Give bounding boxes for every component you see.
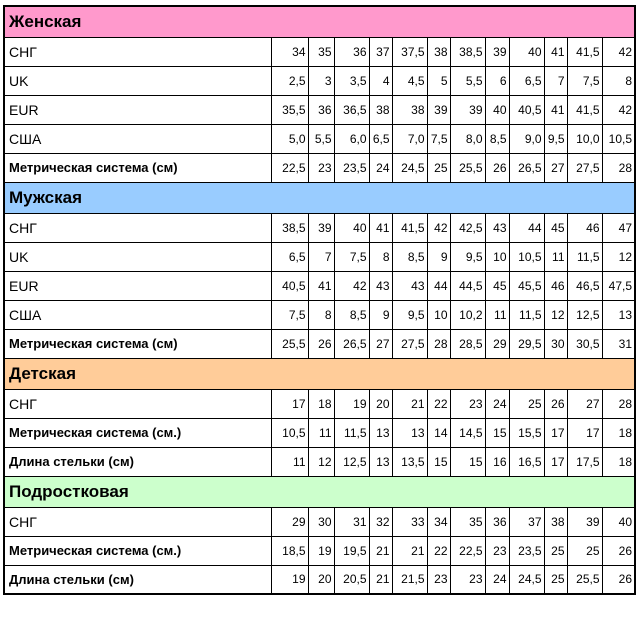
- size-cell: 9: [427, 242, 450, 271]
- size-cell: 4: [369, 66, 392, 95]
- row-label: Длина стельки (см): [4, 447, 271, 476]
- size-cell: 11: [308, 418, 334, 447]
- row-label: Метрическая система (см): [4, 329, 271, 358]
- size-cell: 31: [334, 507, 369, 536]
- table-row: [4, 565, 635, 594]
- size-cell: 29: [485, 329, 509, 358]
- row-label: СНГ: [4, 389, 271, 418]
- size-cell: 40: [509, 37, 544, 66]
- size-cell: 38,5: [271, 213, 308, 242]
- size-cell: 41,5: [567, 95, 602, 124]
- size-cell: 16,5: [509, 447, 544, 476]
- size-cell: 19,5: [334, 536, 369, 565]
- size-cell: 16: [485, 447, 509, 476]
- size-cell: 36: [485, 507, 509, 536]
- size-cell: 38: [392, 95, 427, 124]
- size-cell: 6: [485, 66, 509, 95]
- table-row: [4, 300, 635, 329]
- table-row: [4, 447, 635, 476]
- size-cell: 45,5: [509, 271, 544, 300]
- size-cell: 11: [485, 300, 509, 329]
- size-cell: 12: [308, 447, 334, 476]
- size-cell: 20: [369, 389, 392, 418]
- size-cell: 17: [544, 418, 567, 447]
- size-cell: 46: [544, 271, 567, 300]
- size-cell: 6,5: [509, 66, 544, 95]
- size-cell: 25: [427, 153, 450, 182]
- size-cell: 41: [544, 37, 567, 66]
- size-cell: 6,5: [271, 242, 308, 271]
- size-cell: 19: [271, 565, 308, 594]
- size-cell: 39: [485, 37, 509, 66]
- table-row: [4, 95, 635, 124]
- size-cell: 23: [427, 565, 450, 594]
- table-row: [4, 124, 635, 153]
- size-cell: 15,5: [509, 418, 544, 447]
- size-cell: 23: [308, 153, 334, 182]
- size-cell: 40: [334, 213, 369, 242]
- size-cell: 27: [544, 153, 567, 182]
- size-cell: 8,5: [392, 242, 427, 271]
- size-cell: 19: [334, 389, 369, 418]
- size-cell: 26: [485, 153, 509, 182]
- size-cell: 25: [509, 389, 544, 418]
- size-cell: 15: [485, 418, 509, 447]
- size-cell: 35: [308, 37, 334, 66]
- row-label: Длина стельки (см): [4, 565, 271, 594]
- size-cell: 22: [427, 389, 450, 418]
- size-cell: 9,5: [392, 300, 427, 329]
- table-row: [4, 329, 635, 358]
- size-cell: 39: [427, 95, 450, 124]
- row-label: Метрическая система (см): [4, 153, 271, 182]
- size-cell: 39: [308, 213, 334, 242]
- size-cell: 10,0: [567, 124, 602, 153]
- size-cell: 24: [485, 565, 509, 594]
- table-row: [4, 242, 635, 271]
- size-cell: 13: [392, 418, 427, 447]
- size-cell: 7,5: [271, 300, 308, 329]
- size-cell: 13: [369, 418, 392, 447]
- size-cell: 9: [369, 300, 392, 329]
- size-cell: 11: [544, 242, 567, 271]
- size-cell: 7: [308, 242, 334, 271]
- size-cell: 42: [427, 213, 450, 242]
- size-cell: 12,5: [567, 300, 602, 329]
- size-cell: 26: [602, 536, 635, 565]
- size-cell: 11,5: [509, 300, 544, 329]
- size-cell: 12: [544, 300, 567, 329]
- size-cell: 18: [602, 418, 635, 447]
- section-header-kids: [4, 358, 635, 389]
- size-cell: 13,5: [392, 447, 427, 476]
- size-cell: 22: [427, 536, 450, 565]
- size-cell: 11,5: [567, 242, 602, 271]
- row-label: СНГ: [4, 507, 271, 536]
- size-cell: 5,5: [308, 124, 334, 153]
- size-cell: 7: [544, 66, 567, 95]
- size-cell: 14,5: [450, 418, 485, 447]
- size-cell: 10,5: [602, 124, 635, 153]
- section-header-teen: [4, 476, 635, 507]
- size-cell: 40: [602, 507, 635, 536]
- size-cell: 7,5: [427, 124, 450, 153]
- size-cell: 40: [485, 95, 509, 124]
- size-cell: 31: [602, 329, 635, 358]
- size-cell: 26,5: [509, 153, 544, 182]
- size-cell: 8,0: [450, 124, 485, 153]
- size-cell: 7,5: [334, 242, 369, 271]
- size-cell: 21: [369, 536, 392, 565]
- size-cell: 13: [369, 447, 392, 476]
- size-cell: 47,5: [602, 271, 635, 300]
- size-cell: 22,5: [450, 536, 485, 565]
- table-row: [4, 213, 635, 242]
- size-cell: 24,5: [392, 153, 427, 182]
- size-cell: 3: [308, 66, 334, 95]
- size-cell: 21: [392, 389, 427, 418]
- size-cell: 17,5: [567, 447, 602, 476]
- size-cell: 40,5: [509, 95, 544, 124]
- size-cell: 25: [544, 536, 567, 565]
- size-cell: 37: [369, 37, 392, 66]
- row-label: США: [4, 300, 271, 329]
- size-cell: 23,5: [334, 153, 369, 182]
- size-cell: 10,5: [271, 418, 308, 447]
- size-cell: 11,5: [334, 418, 369, 447]
- size-cell: 20: [308, 565, 334, 594]
- size-cell: 28,5: [450, 329, 485, 358]
- size-cell: 38,5: [450, 37, 485, 66]
- size-cell: 11: [271, 447, 308, 476]
- size-cell: 28: [427, 329, 450, 358]
- size-cell: 38: [544, 507, 567, 536]
- size-cell: 23: [485, 536, 509, 565]
- size-cell: 23,5: [509, 536, 544, 565]
- size-cell: 17: [544, 447, 567, 476]
- size-cell: 30: [544, 329, 567, 358]
- size-cell: 12: [602, 242, 635, 271]
- size-cell: 2,5: [271, 66, 308, 95]
- row-label: США: [4, 124, 271, 153]
- size-cell: 41: [308, 271, 334, 300]
- size-cell: 25,5: [567, 565, 602, 594]
- row-label: Метрическая система (см.): [4, 418, 271, 447]
- size-cell: 28: [602, 153, 635, 182]
- size-cell: 41: [544, 95, 567, 124]
- table-row: [4, 153, 635, 182]
- size-cell: 42: [602, 37, 635, 66]
- size-cell: 10,2: [450, 300, 485, 329]
- size-cell: 8: [369, 242, 392, 271]
- row-label: Метрическая система (см.): [4, 536, 271, 565]
- section-title: Подростковая: [4, 476, 635, 507]
- size-cell: 35,5: [271, 95, 308, 124]
- size-cell: 25: [544, 565, 567, 594]
- table-row: [4, 389, 635, 418]
- size-cell: 32: [369, 507, 392, 536]
- row-label: СНГ: [4, 213, 271, 242]
- size-cell: 8,5: [485, 124, 509, 153]
- table-row: [4, 37, 635, 66]
- size-cell: 34: [271, 37, 308, 66]
- section-title: Мужская: [4, 182, 635, 213]
- size-cell: 5,5: [450, 66, 485, 95]
- size-cell: 26: [544, 389, 567, 418]
- size-cell: 8: [308, 300, 334, 329]
- size-cell: 18: [308, 389, 334, 418]
- size-cell: 30,5: [567, 329, 602, 358]
- size-cell: 47: [602, 213, 635, 242]
- size-cell: 39: [567, 507, 602, 536]
- size-cell: 26,5: [334, 329, 369, 358]
- size-cell: 29,5: [509, 329, 544, 358]
- size-cell: 46: [567, 213, 602, 242]
- size-cell: 44,5: [450, 271, 485, 300]
- size-cell: 43: [369, 271, 392, 300]
- size-cell: 18,5: [271, 536, 308, 565]
- section-title: Детская: [4, 358, 635, 389]
- size-cell: 17: [567, 418, 602, 447]
- size-cell: 22,5: [271, 153, 308, 182]
- size-cell: 19: [308, 536, 334, 565]
- size-cell: 8,5: [334, 300, 369, 329]
- size-cell: 42: [602, 95, 635, 124]
- size-cell: 10: [427, 300, 450, 329]
- size-cell: 9,5: [544, 124, 567, 153]
- row-label: UK: [4, 66, 271, 95]
- size-cell: 6,0: [334, 124, 369, 153]
- size-cell: 27: [567, 389, 602, 418]
- size-cell: 41,5: [392, 213, 427, 242]
- size-cell: 35: [450, 507, 485, 536]
- size-cell: 15: [450, 447, 485, 476]
- row-label: EUR: [4, 271, 271, 300]
- table-row: [4, 271, 635, 300]
- row-label: UK: [4, 242, 271, 271]
- size-cell: 41: [369, 213, 392, 242]
- size-cell: 45: [544, 213, 567, 242]
- table-row: [4, 507, 635, 536]
- size-cell: 14: [427, 418, 450, 447]
- size-cell: 21,5: [392, 565, 427, 594]
- size-cell: 25,5: [271, 329, 308, 358]
- size-cell: 37: [509, 507, 544, 536]
- size-cell: 24,5: [509, 565, 544, 594]
- size-cell: 24: [485, 389, 509, 418]
- size-cell: 26: [308, 329, 334, 358]
- size-cell: 25: [567, 536, 602, 565]
- size-cell: 18: [602, 447, 635, 476]
- size-cell: 39: [450, 95, 485, 124]
- size-cell: 24: [369, 153, 392, 182]
- size-cell: 23: [450, 565, 485, 594]
- size-cell: 28: [602, 389, 635, 418]
- size-cell: 42: [334, 271, 369, 300]
- section-title: Женская: [4, 6, 635, 37]
- size-cell: 8: [602, 66, 635, 95]
- size-cell: 25,5: [450, 153, 485, 182]
- size-cell: 12,5: [334, 447, 369, 476]
- size-cell: 9,5: [450, 242, 485, 271]
- size-cell: 40,5: [271, 271, 308, 300]
- size-cell: 29: [271, 507, 308, 536]
- size-cell: 26: [602, 565, 635, 594]
- size-cell: 27: [369, 329, 392, 358]
- size-cell: 41,5: [567, 37, 602, 66]
- size-cell: 6,5: [369, 124, 392, 153]
- size-cell: 21: [392, 536, 427, 565]
- size-cell: 7,5: [567, 66, 602, 95]
- size-cell: 43: [485, 213, 509, 242]
- size-cell: 4,5: [392, 66, 427, 95]
- size-cell: 10: [485, 242, 509, 271]
- size-cell: 45: [485, 271, 509, 300]
- size-cell: 27,5: [567, 153, 602, 182]
- size-cell: 37,5: [392, 37, 427, 66]
- size-cell: 7,0: [392, 124, 427, 153]
- size-cell: 44: [509, 213, 544, 242]
- table-row: [4, 418, 635, 447]
- size-cell: 43: [392, 271, 427, 300]
- size-cell: 30: [308, 507, 334, 536]
- size-cell: 38: [369, 95, 392, 124]
- size-cell: 23: [450, 389, 485, 418]
- size-cell: 34: [427, 507, 450, 536]
- size-cell: 5: [427, 66, 450, 95]
- size-cell: 21: [369, 565, 392, 594]
- size-cell: 13: [602, 300, 635, 329]
- size-cell: 5,0: [271, 124, 308, 153]
- size-cell: 36,5: [334, 95, 369, 124]
- size-cell: 27,5: [392, 329, 427, 358]
- size-cell: 17: [271, 389, 308, 418]
- size-cell: 15: [427, 447, 450, 476]
- size-cell: 9,0: [509, 124, 544, 153]
- section-header-men: [4, 182, 635, 213]
- row-label: EUR: [4, 95, 271, 124]
- size-cell: 20,5: [334, 565, 369, 594]
- size-cell: 44: [427, 271, 450, 300]
- size-cell: 3,5: [334, 66, 369, 95]
- size-cell: 33: [392, 507, 427, 536]
- size-chart-table: [3, 5, 636, 595]
- size-cell: 36: [334, 37, 369, 66]
- section-header-women: [4, 6, 635, 37]
- size-chart-body: [4, 6, 635, 594]
- size-cell: 36: [308, 95, 334, 124]
- size-cell: 46,5: [567, 271, 602, 300]
- row-label: СНГ: [4, 37, 271, 66]
- size-cell: 38: [427, 37, 450, 66]
- size-cell: 42,5: [450, 213, 485, 242]
- table-row: [4, 66, 635, 95]
- table-row: [4, 536, 635, 565]
- size-cell: 10,5: [509, 242, 544, 271]
